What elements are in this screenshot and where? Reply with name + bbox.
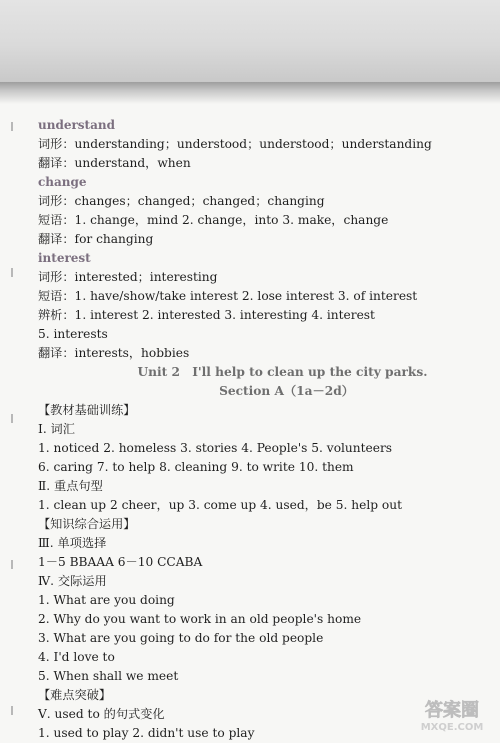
- answer-line: 词形：interested；interesting: [38, 270, 218, 284]
- answer-line: 词形：understanding；understood；understood；understanding: [38, 137, 432, 151]
- watermark-site-text: MXQE.COM: [420, 722, 484, 733]
- watermark-logo-text: 答案圈: [425, 700, 479, 721]
- answer-line: 翻译：interests，hobbies: [38, 346, 190, 360]
- answer-line: 1. What are you doing: [38, 593, 175, 607]
- answer-line: 短语：1. change，mind 2. change，into 3. make，change: [38, 213, 389, 227]
- margin-mark: [11, 122, 13, 131]
- answer-line: Ⅴ. used to 的句式变化: [38, 707, 165, 721]
- word-heading: change: [38, 175, 87, 189]
- answer-line: 5. interests: [38, 327, 108, 341]
- answer-line: Ⅱ. 重点句型: [38, 479, 103, 493]
- margin-mark: [11, 268, 13, 277]
- answer-line: 1. noticed 2. homeless 3. stories 4. People's 5. volunteers: [38, 441, 393, 455]
- margin-mark: [11, 706, 13, 715]
- scan-top-shadow: [0, 82, 500, 104]
- answer-line: 短语：1. have/show/take interest 2. lose interest 3. of interest: [38, 289, 418, 303]
- answer-line: 【教材基础训练】: [38, 403, 136, 417]
- answer-line: 翻译：understand，when: [38, 156, 191, 170]
- answer-line: 1. clean up 2 cheer，up 3. come up 4. used，be 5. help out: [38, 498, 402, 512]
- answer-line: Ⅲ. 单项选择: [38, 536, 107, 550]
- answer-line: 词形：changes；changed；changed；changing: [38, 194, 325, 208]
- answer-line: 3. What are you going to do for the old people: [38, 631, 324, 645]
- answer-key-text: [38, 116, 493, 743]
- answer-line: 2. Why do you want to work in an old people's home: [38, 612, 362, 626]
- answer-line: 1－5 BBAAA 6－10 CCABA: [38, 555, 203, 569]
- unit-title: Unit 2 I'll help to clean up the city parks.: [137, 365, 428, 379]
- answer-line: Ⅰ. 词汇: [38, 422, 75, 436]
- answer-line: 翻译：for changing: [38, 232, 154, 246]
- margin-mark: [11, 560, 13, 569]
- answer-line: 1. used to play 2. didn't use to play: [38, 726, 255, 740]
- scan-top-band: [0, 0, 500, 82]
- answer-line: 5. When shall we meet: [38, 669, 179, 683]
- answer-line: 4. I'd love to: [38, 650, 115, 664]
- word-heading: understand: [38, 118, 115, 132]
- answer-line: 辨析：1. interest 2. interested 3. interesting 4. interest: [38, 308, 375, 322]
- answer-line: 【难点突破】: [38, 688, 112, 702]
- answer-line: Ⅳ. 交际运用: [38, 574, 107, 588]
- word-heading: interest: [38, 251, 91, 265]
- section-title: Section A（1a－2d）: [219, 384, 354, 398]
- margin-mark: [11, 414, 13, 423]
- answer-line: 6. caring 7. to help 8. cleaning 9. to write 10. them: [38, 460, 354, 474]
- answer-line: 【知识综合运用】: [38, 517, 136, 531]
- watermark-logo: [406, 694, 498, 734]
